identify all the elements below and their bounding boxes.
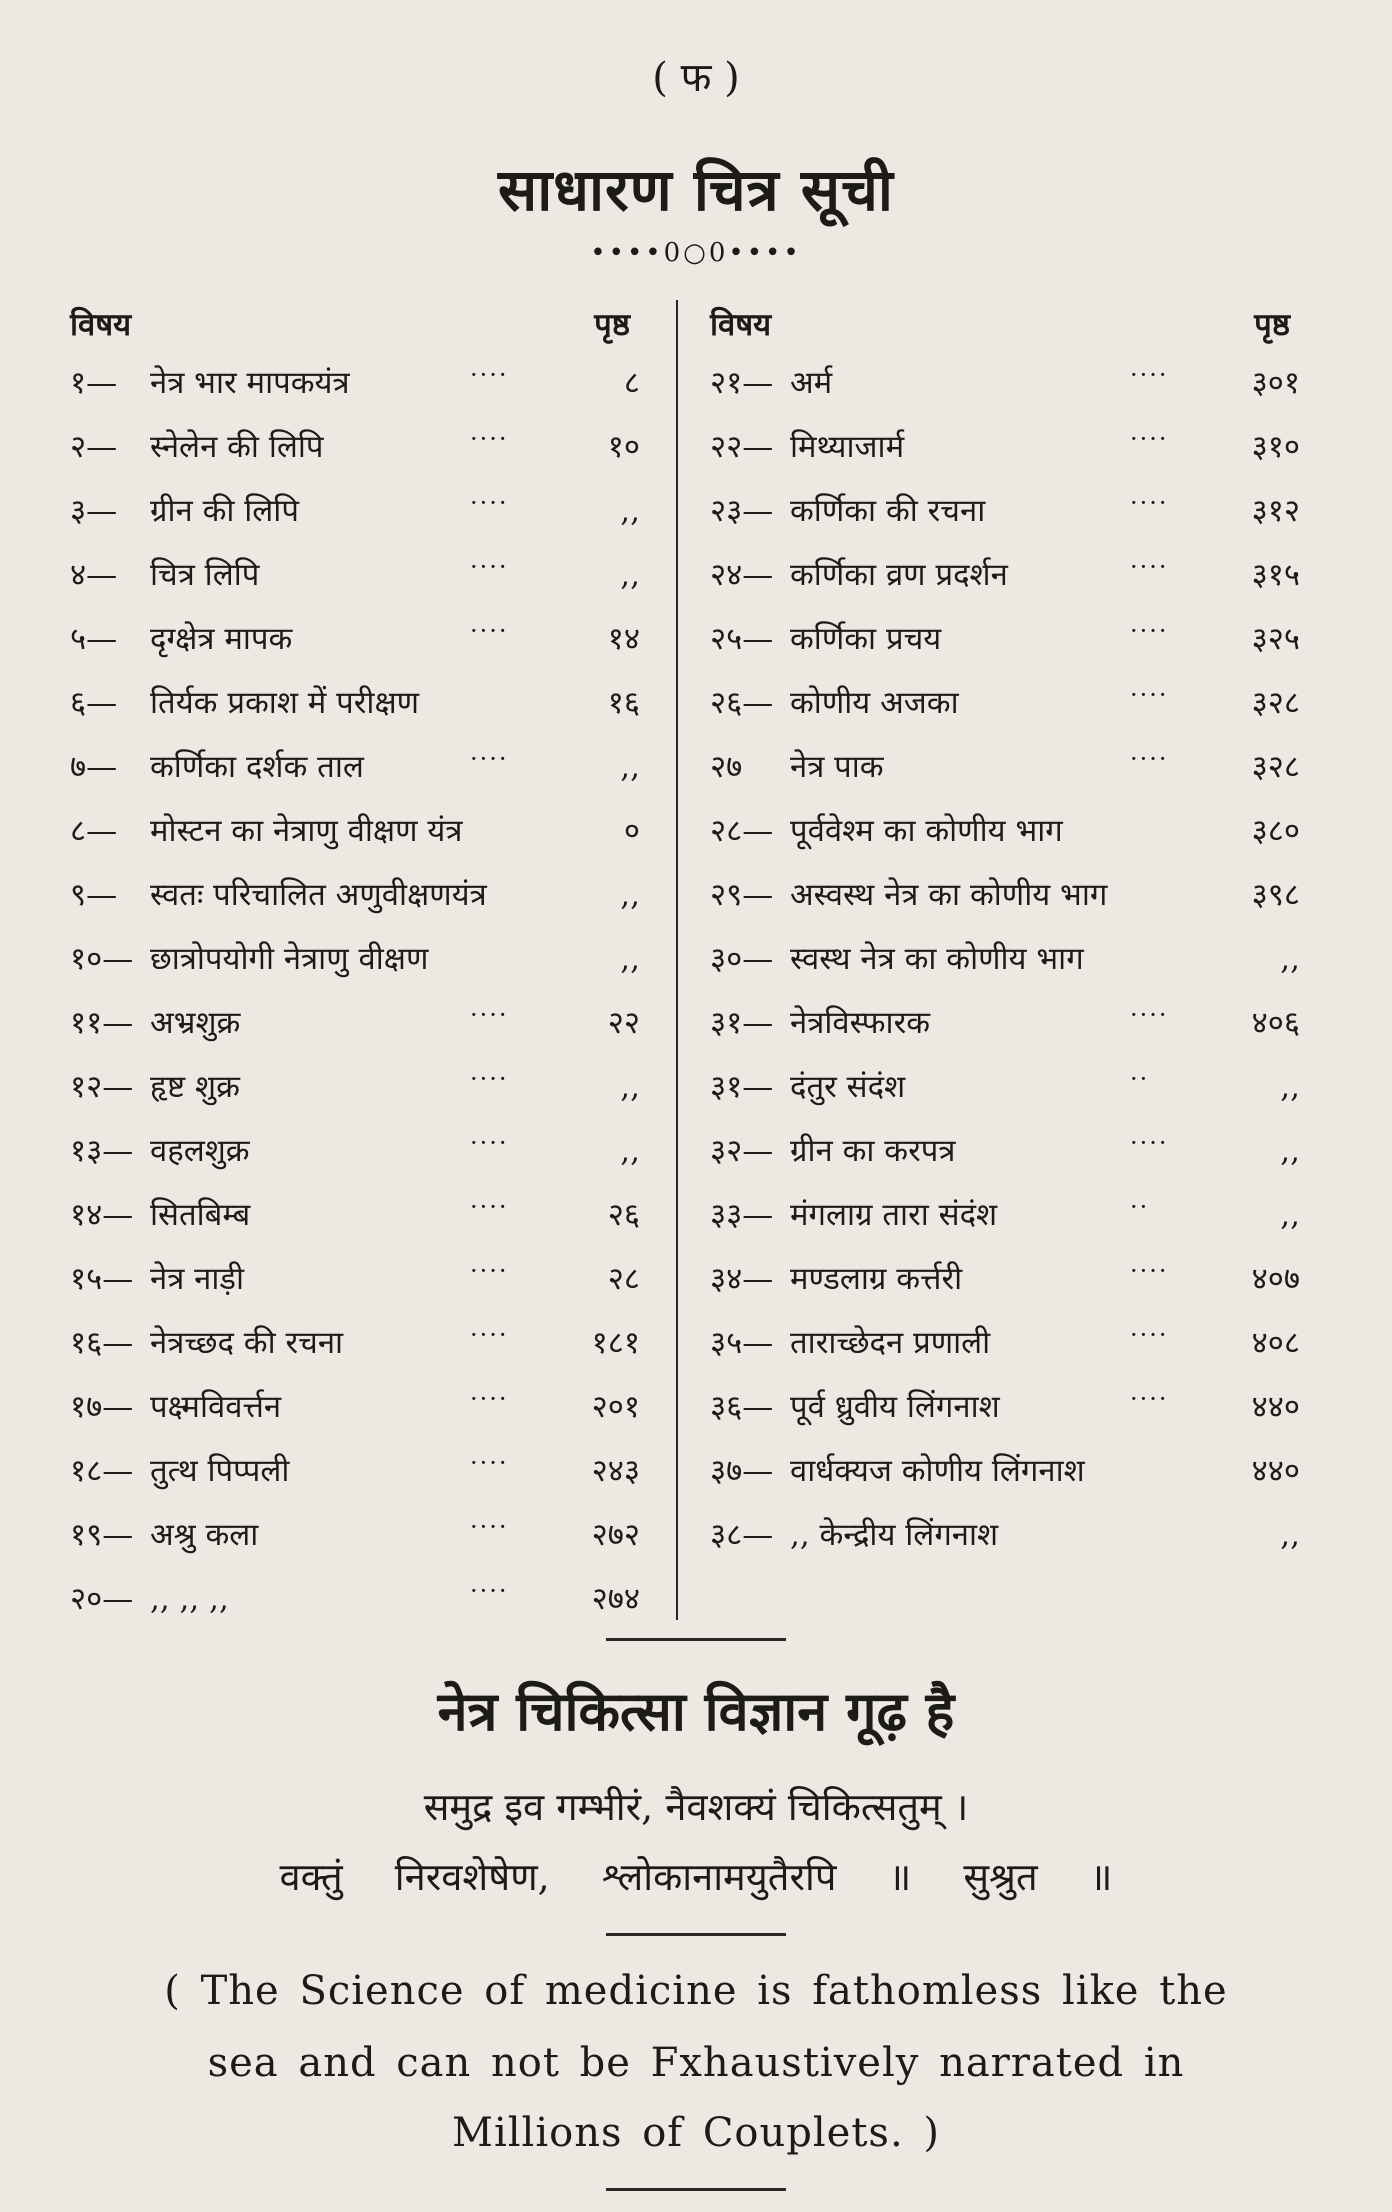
entry-title: पक्ष्मविवर्त्तन [150,1389,282,1425]
leader-dots: ···· [1130,553,1169,581]
entry-number: ३६— [710,1389,774,1425]
entry-title: नेत्र नाड़ी [150,1261,245,1297]
entry-title: नेत्रविस्फारक [790,1005,931,1041]
entry-page: १० [607,429,640,465]
entry-page: २२ [607,1005,640,1041]
entry-number: १४— [70,1197,134,1233]
index-entry [700,419,1310,483]
entry-title: वार्धक्यज कोणीय लिंगनाश [790,1453,1085,1489]
index-entry [60,483,650,547]
entry-number: ३४— [710,1261,774,1297]
entry-title: स्वस्थ नेत्र का कोणीय भाग [790,941,1084,977]
entry-title: पूर्व ध्रुवीय लिंगनाश [790,1389,1000,1425]
entry-title: वहलशुक्र [150,1133,250,1169]
page-header: पृष्ठ [1254,307,1290,343]
entry-number: १५— [70,1261,134,1297]
entry-number: ५— [70,621,118,657]
leader-dots: ···· [1130,745,1169,773]
leader-dots: ···· [470,1257,509,1285]
index-entry [700,611,1310,675]
index-entry [60,1443,650,1507]
index-entry [700,867,1310,931]
leader-dots: ···· [1130,1001,1169,1029]
index-entry [60,1187,650,1251]
index-entry [700,483,1310,547]
column-divider [676,300,678,1620]
leader-dots: ···· [470,1193,509,1221]
entry-page: ८ [623,365,640,401]
entry-page: ४४० [1251,1389,1300,1425]
entry-number: २०— [70,1581,134,1617]
index-entry [700,739,1310,803]
entry-number: १२— [70,1069,134,1105]
entry-page: २०१ [591,1389,640,1425]
entry-number: १— [70,365,118,401]
entry-page: ४४० [1251,1453,1300,1489]
entry-title: मोस्टन का नेत्राणु वीक्षण यंत्र [150,813,463,849]
entry-title: दंतुर संदंश [790,1069,906,1105]
page-mark: ( फ ) [652,55,740,101]
entry-number: २— [70,429,118,465]
entry-page: ,, [620,877,640,913]
index-entry [700,931,1310,995]
entry-title: दृग्क्षेत्र मापक [150,621,293,657]
leader-dots: ···· [470,489,509,517]
index-entry [60,931,650,995]
entry-title: नेत्र भार मापकयंत्र [150,365,350,401]
index-column-left [60,305,650,1635]
entry-page: ,, [1280,941,1300,977]
entry-page: १४ [607,621,640,657]
entry-number: ३२— [710,1133,774,1169]
entry-page: ३२८ [1251,749,1300,785]
index-entry [700,1059,1310,1123]
index-entry [60,355,650,419]
entry-title: हृष्ट शुक्र [150,1069,240,1105]
entry-title: ग्रीन का करपत्र [790,1133,956,1169]
index-column-right [700,305,1310,1571]
entry-title: स्नेलेन की लिपि [150,429,324,465]
entry-number: २२— [710,429,774,465]
entry-number: ३०— [710,941,774,977]
entry-number: १०— [70,941,134,977]
entry-page: ४०६ [1251,1005,1300,1041]
entry-page: १६ [607,685,640,721]
english-translation-line: sea and can not be Fxhaustively narrated in [207,2040,1185,2086]
entry-number: ३८— [710,1517,774,1553]
english-translation-line: ( The Science of medicine is fathomless like the [164,1968,1228,2014]
index-entry [60,1315,650,1379]
entry-number: २८— [710,813,774,849]
leader-dots: ···· [470,1321,509,1349]
entry-page: २७२ [591,1517,640,1553]
leader-dots: ···· [470,361,509,389]
entry-title: कर्णिका व्रण प्रदर्शन [790,557,1008,593]
leader-dots: ···· [470,617,509,645]
subject-header: विषय [70,307,132,343]
index-entry [60,547,650,611]
subject-header: विषय [710,307,772,343]
entry-title: मंगलाग्र तारा संदंश [790,1197,998,1233]
divider-rule [606,1933,786,1936]
leader-dots: ···· [1130,425,1169,453]
index-entry [60,803,650,867]
entry-number: २५— [710,621,774,657]
entry-title: तुत्थ पिप्पली [150,1453,290,1489]
index-entry [60,1123,650,1187]
entry-page: ,, [620,1069,640,1105]
leader-dots: ···· [470,1577,509,1605]
entry-page: ३०१ [1251,365,1300,401]
entry-title: अश्रु कला [150,1517,259,1553]
leader-dots: ···· [470,1513,509,1541]
column-header [60,305,650,355]
entry-title: अभ्रशुक्र [150,1005,241,1041]
entry-title: तिर्यक प्रकाश में परीक्षण [150,685,420,721]
entry-title: अस्वस्थ नेत्र का कोणीय भाग [790,877,1108,913]
entry-number: ६— [70,685,118,721]
leader-dots: ···· [1130,1321,1169,1349]
leader-dots: ···· [470,1065,509,1093]
divider-rule [606,2188,786,2191]
leader-dots: ···· [1130,1129,1169,1157]
entry-title: ग्रीन की लिपि [150,493,299,529]
index-entry [60,419,650,483]
entry-number: ४— [70,557,118,593]
entry-title: मण्डलाग्र कर्त्तरी [790,1261,963,1297]
index-entry [700,1315,1310,1379]
leader-dots: ···· [470,1385,509,1413]
entry-page: ३१२ [1251,493,1300,529]
index-entry [700,803,1310,867]
entry-title: चित्र लिपि [150,557,260,593]
leader-dots: ···· [470,745,509,773]
entry-number: ३३— [710,1197,774,1233]
entry-number: ३१— [710,1069,774,1105]
entry-page: ,, [1280,1517,1300,1553]
entry-title: नेत्रच्छद की रचना [150,1325,344,1361]
entry-title: सितबिम्ब [150,1197,251,1233]
index-entry [60,1571,650,1635]
entry-title: अर्म [790,365,833,401]
index-entry [60,1251,650,1315]
entry-page: ,, [1280,1197,1300,1233]
leader-dots: ···· [470,425,509,453]
entry-number: २१— [710,365,774,401]
column-header [700,305,1310,355]
entry-number: ८— [70,813,118,849]
index-entry [60,675,650,739]
index-entry [60,1379,650,1443]
entry-page: २७४ [591,1581,640,1617]
verse-line: समुद्र इव गम्भीरं, नैवशक्यं चिकित्सतुम् । [423,1785,969,1829]
entry-page: ,, [620,941,640,977]
entry-page: ,, [1280,1069,1300,1105]
entry-page: ४०८ [1251,1325,1300,1361]
leader-dots: ·· [1130,1065,1150,1093]
entry-number: ३७— [710,1453,774,1489]
index-entry [700,995,1310,1059]
leader-dots: ···· [470,1001,509,1029]
leader-dots: ···· [1130,617,1169,645]
entry-page: ३१० [1251,429,1300,465]
entry-page: ,, [620,1133,640,1169]
index-entry [60,1059,650,1123]
entry-page: २८ [607,1261,640,1297]
entry-number: २९— [710,877,774,913]
leader-dots: ···· [470,1449,509,1477]
page-title: साधारण चित्र सूची [498,156,894,224]
entry-title: ,, केन्द्रीय लिंगनाश [790,1517,999,1553]
index-entry [60,867,650,931]
entry-title: पूर्ववेश्म का कोणीय भाग [790,813,1063,849]
leader-dots: ···· [470,553,509,581]
index-entry [700,1507,1310,1571]
entry-number: ३१— [710,1005,774,1041]
entry-number: २३— [710,493,774,529]
leader-dots: ···· [1130,489,1169,517]
entry-number: १३— [70,1133,134,1169]
title-ornament: ••••0○0•••• [590,238,802,268]
entry-number: १८— [70,1453,134,1489]
entry-number: १७— [70,1389,134,1425]
index-entry [700,1379,1310,1443]
divider-rule [606,1638,786,1641]
page-header: पृष्ठ [594,307,630,343]
index-entry [60,611,650,675]
verse-line: वक्तुं निरवशेषेण, श्लोकानामयुतैरपि ॥ सुश्रुत ॥ [279,1855,1113,1899]
entry-number: १९— [70,1517,134,1553]
entry-page: ० [623,813,640,849]
index-entry [60,995,650,1059]
entry-page: ४०७ [1251,1261,1300,1297]
entry-title: कर्णिका दर्शक ताल [150,749,364,785]
entry-title: ताराच्छेदन प्रणाली [790,1325,991,1361]
entry-page: ३८० [1251,813,1300,849]
entry-page: २६ [607,1197,640,1233]
footer-heading: नेत्र चिकित्सा विज्ञान गूढ़ है [437,1679,955,1743]
entry-page: ,, [620,749,640,785]
entry-number: २४— [710,557,774,593]
entry-page: २४३ [591,1453,640,1489]
entry-number: १६— [70,1325,134,1361]
entry-title: स्वतः परिचालित अणुवीक्षणयंत्र [150,877,487,913]
entry-number: २६— [710,685,774,721]
index-entry [700,1187,1310,1251]
leader-dots: ···· [1130,1385,1169,1413]
entry-number: ३— [70,493,118,529]
leader-dots: ···· [1130,681,1169,709]
entry-page: ,, [620,493,640,529]
entry-number: ७— [70,749,118,785]
entry-title: नेत्र पाक [790,749,884,785]
entry-title: ,, ,, ,, [150,1581,229,1617]
leader-dots: ···· [470,1129,509,1157]
entry-page: ,, [620,557,640,593]
index-entry [700,1443,1310,1507]
entry-number: ९— [70,877,118,913]
leader-dots: ·· [1130,1193,1150,1221]
index-entry [700,1251,1310,1315]
leader-dots: ···· [1130,361,1169,389]
entry-page: ३१५ [1251,557,1300,593]
entry-number: ३५— [710,1325,774,1361]
index-entry [60,739,650,803]
index-entry [700,675,1310,739]
entry-number: २७ [710,749,743,785]
entry-page: ३९८ [1251,877,1300,913]
entry-title: कर्णिका की रचना [790,493,986,529]
entry-title: कर्णिका प्रचय [790,621,942,657]
entry-title: छात्रोपयोगी नेत्राणु वीक्षण [150,941,429,977]
entry-title: मिथ्याजार्म [790,429,905,465]
entry-page: ३२८ [1251,685,1300,721]
english-translation-line: Millions of Couplets. ) [452,2110,940,2156]
leader-dots: ···· [1130,1257,1169,1285]
entry-title: कोणीय अजका [790,685,959,721]
entry-page: १८१ [591,1325,640,1361]
index-entry [700,355,1310,419]
entry-number: ११— [70,1005,134,1041]
entry-page: ,, [1280,1133,1300,1169]
index-entry [700,1123,1310,1187]
index-entry [700,547,1310,611]
index-entry [60,1507,650,1571]
entry-page: ३२५ [1251,621,1300,657]
